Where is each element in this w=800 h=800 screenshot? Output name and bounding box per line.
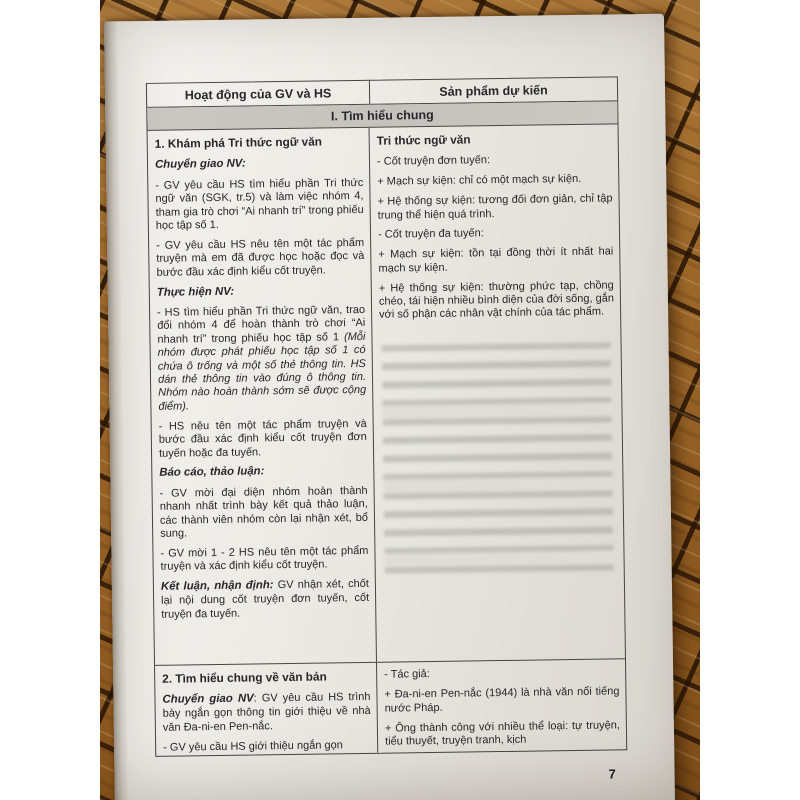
section-title-row: I. Tìm hiểu chung	[147, 102, 617, 132]
text-paragraph: + Ông thành công với nhiều thể loại: tự truyện, tiểu thuyết, truyện tranh, kịch	[384, 718, 620, 748]
text-paragraph: Kết luận, nhận định: GV nhận xét, chốt lại nội dung cốt truyện đơn tuyến, cốt truyện đa tuyến.	[160, 578, 370, 621]
book-page	[104, 14, 675, 800]
text-paragraph: + Hệ thống sự kiện: thường phức tạp, chồng chéo, tái hiện nhiều bình diện của đời sống, gắn với số phận các nhân vật chính của tác phẩm.	[378, 279, 615, 322]
text-paragraph: Thực hiện NV:	[156, 285, 235, 299]
text-paragraph: - Cốt truyện đa tuyến:	[377, 227, 484, 242]
header-cell-products: Sản phẩm dự kiến	[369, 77, 617, 104]
header-cell-activities: Hoạt động của GV và HS	[184, 86, 332, 103]
text-paragraph: - Cốt truyện đơn tuyến:	[376, 154, 491, 169]
text-paragraph: + Hệ thống sự kiện: tương đối đơn giản, chỉ tập trung thể hiện quá trình.	[377, 192, 613, 222]
table-row-2	[155, 660, 626, 757]
text-paragraph: Tri thức ngữ văn	[376, 132, 471, 149]
text-paragraph: - GV yêu cầu HS tìm hiểu phần Tri thức ngữ văn (SGK, tr.5) và làm việc nhóm 4, tham gia trò chơi “Ai nhanh trí” trong phiếu học tập số 1.	[155, 176, 364, 232]
text-paragraph: 2. Tìm hiểu chung về văn bản	[162, 669, 327, 687]
text-paragraph: Chuyển giao NV:	[154, 157, 246, 172]
text-paragraph: 1. Khám phá Tri thức ngữ văn	[154, 134, 323, 152]
row1-products-text	[377, 131, 615, 323]
text-paragraph: + Mạch sự kiện: chỉ có một mạch sự kiện.	[377, 173, 582, 188]
table-row-1	[148, 125, 625, 667]
text-paragraph: + Đa-ni-en Pen-nắc (1944) là nhà văn nổi tiếng nước Pháp.	[384, 685, 620, 715]
text-paragraph: - GV yêu cầu HS giới thiệu ngắn gọn	[163, 738, 343, 754]
photo-background-wooden-mat	[100, 0, 700, 800]
text-paragraph: Báo cáo, thảo luận:	[159, 465, 265, 480]
text-paragraph: - GV mời 1 - 2 HS nêu tên một tác phẩm truyện và xác định kiểu cốt truyện.	[160, 544, 369, 574]
row2-activities-cell	[155, 663, 378, 756]
text-paragraph: Chuyển giao NV: GV yêu cầu HS trình bày ngắn gọn thông tin giới thiệu về nhà văn Đa-ni-en Pen-nắc.	[162, 691, 371, 734]
text-paragraph: - HS nêu tên một tác phẩm truyện và bước đầu xác định kiểu cốt truyện đơn tuyến hoặc đa tuyến.	[158, 417, 367, 460]
row1-activities-cell	[148, 128, 377, 665]
page-stack-edge	[104, 21, 129, 800]
text-paragraph: + Mạch sự kiện: tồn tại đồng thời ít nhất hai mạch sự kiện.	[378, 245, 614, 275]
page-number: 7	[608, 766, 616, 782]
row2-products-cell	[377, 660, 626, 753]
text-paragraph: - GV yêu cầu HS nêu tên một tác phẩm truyện mà em đã được học hoặc đọc và bước đầu xác định kiểu cốt truyện.	[156, 236, 365, 279]
row1-products-cell	[370, 125, 625, 662]
lesson-plan-table	[146, 76, 627, 757]
text-paragraph: - GV mời đại diện nhóm hoàn thành nhanh nhất trình bày kết quả thảo luận, các thành viên nhóm còn lại nhận xét, bổ sung.	[159, 484, 369, 540]
bleedthrough-text	[382, 341, 614, 582]
text-paragraph: - Tác giả:	[384, 668, 430, 682]
text-paragraph: - HS tìm hiểu phần Tri thức ngữ văn, trao đổi nhóm 4 để hoàn thành trò chơi “Ai nhanh trí” trong phiếu học tập số 1 (Mỗi nhóm được phát phiếu học tập số 1 có chứa ô trống và một số thẻ thông tin. HS dán thẻ thông tin vào đúng ô thông tin. Nhóm nào hoàn thành sớm sẽ được cộng điểm).	[157, 303, 367, 413]
